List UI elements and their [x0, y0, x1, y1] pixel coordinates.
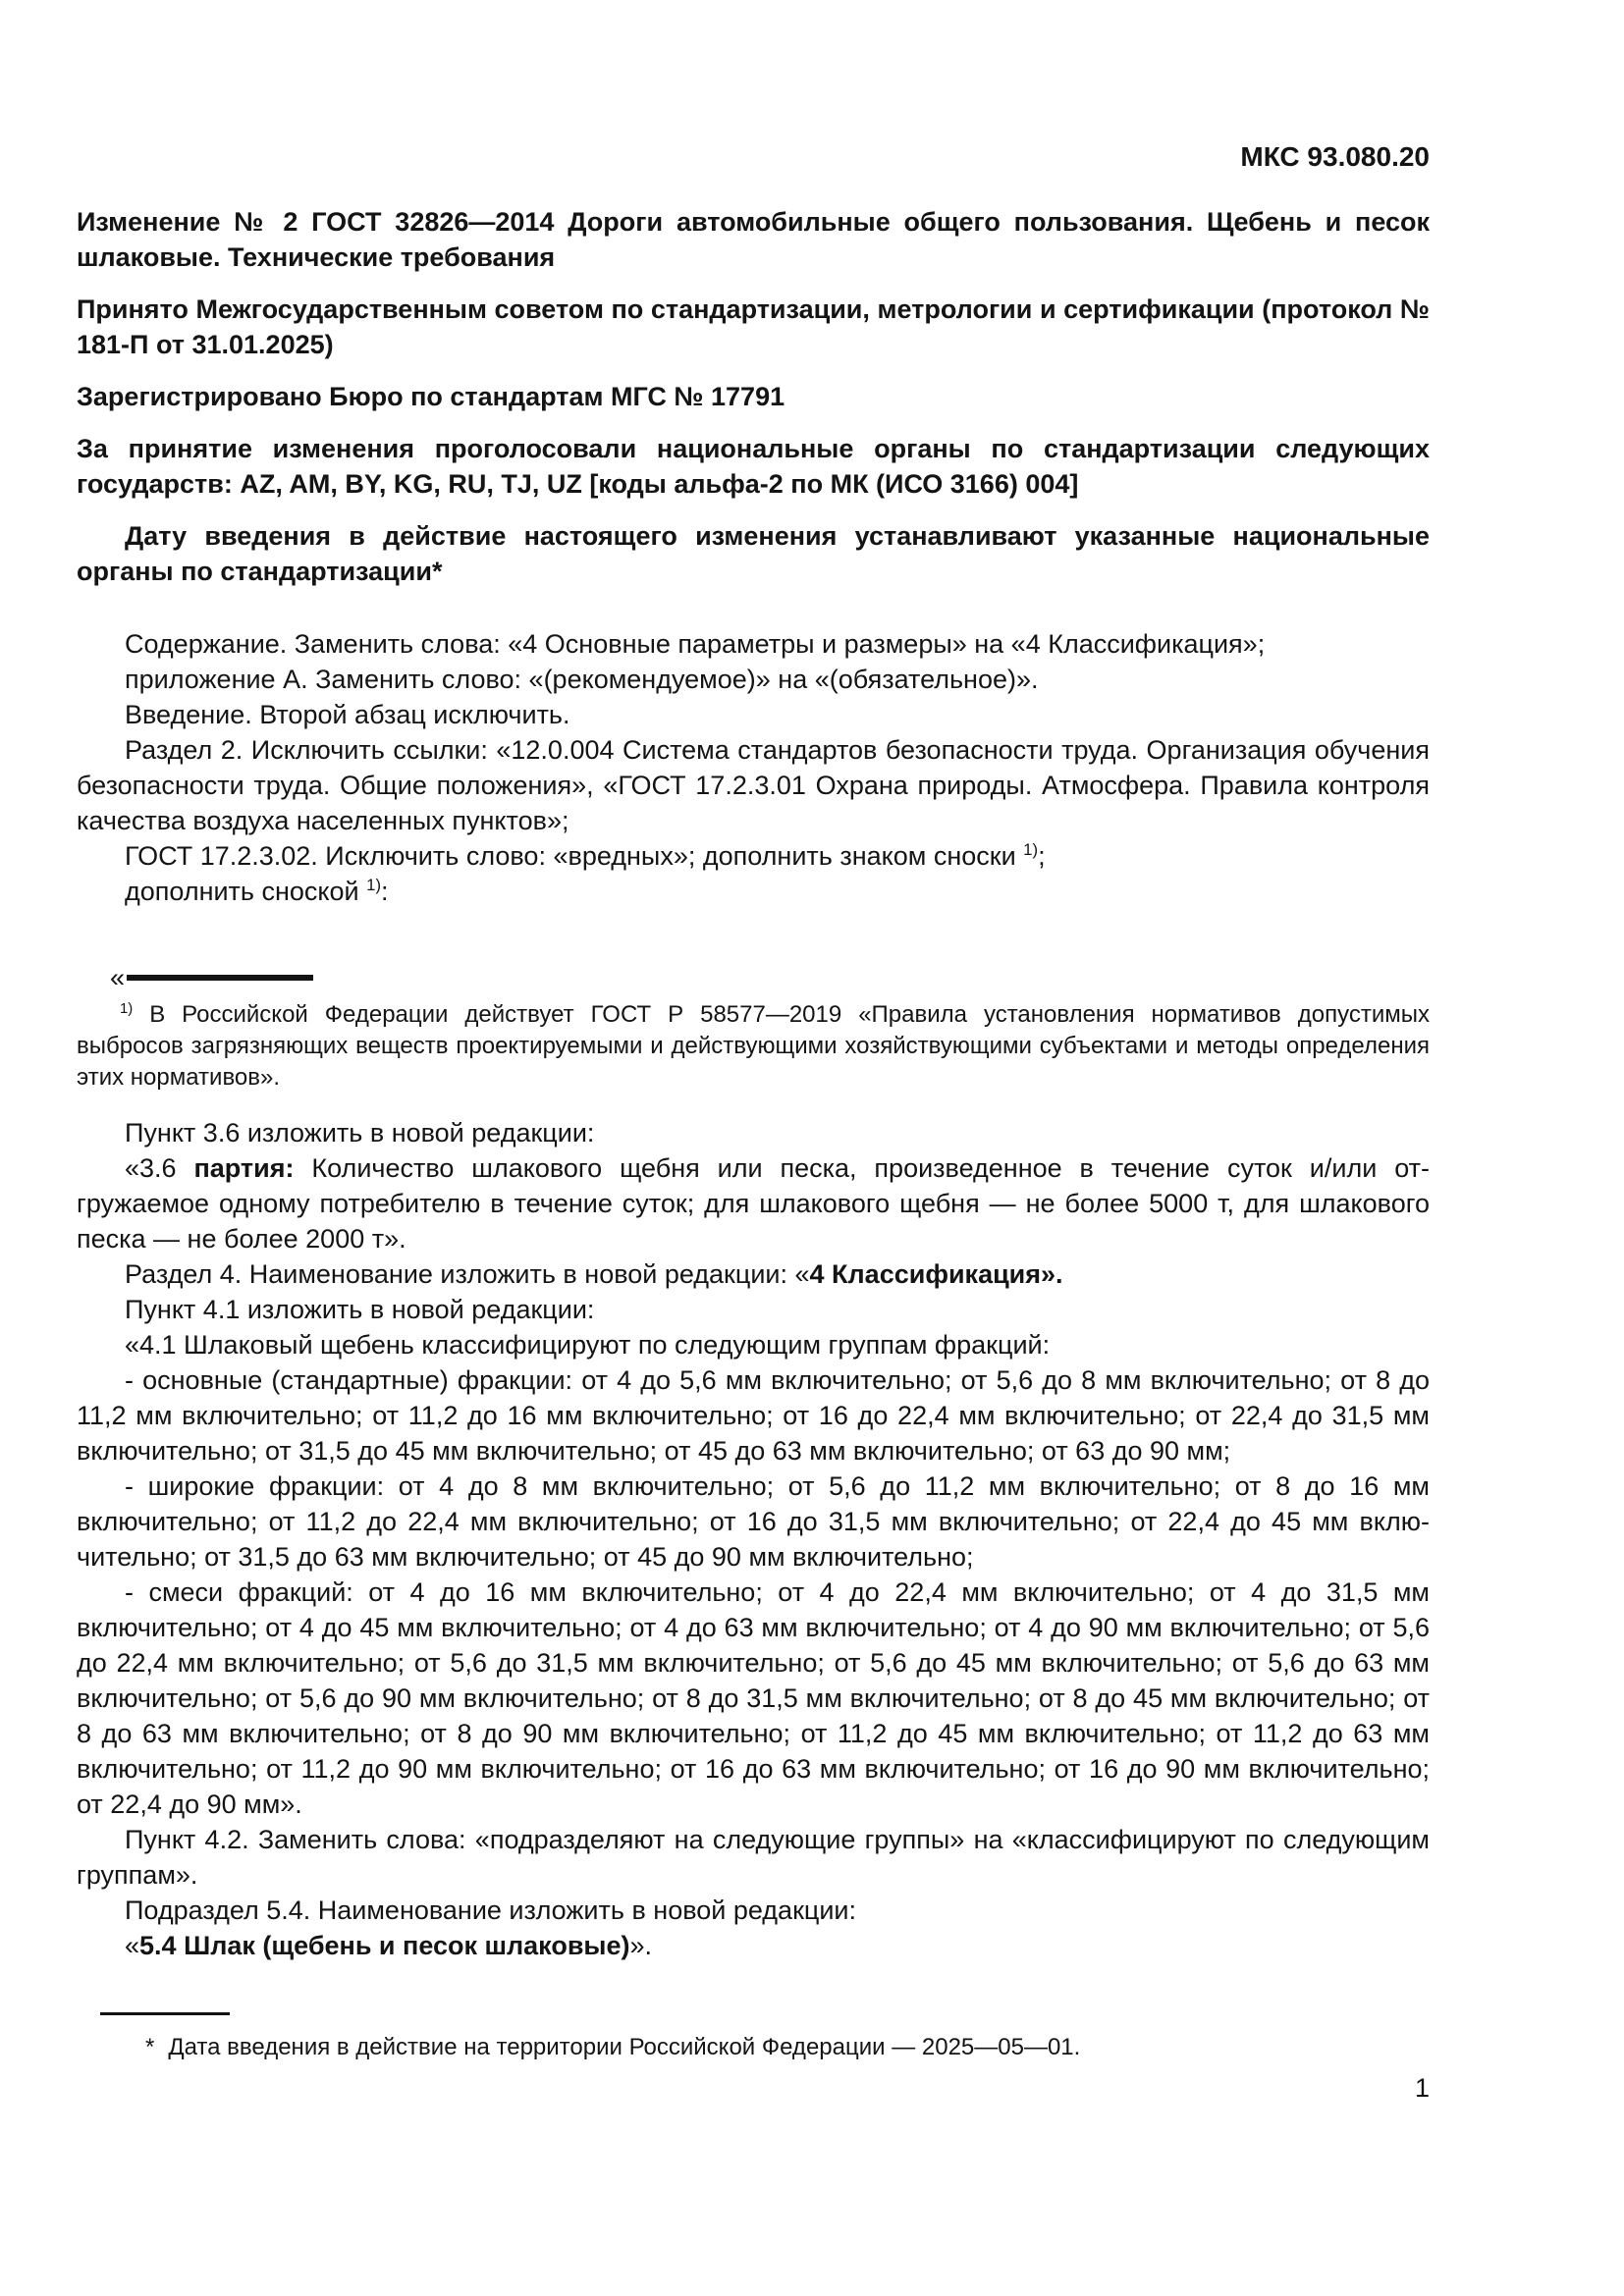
footnote-reference: 1) — [1023, 840, 1039, 859]
p36-intro: Пункт 3.6 изложить в новой редакции: — [125, 1118, 595, 1148]
page-content — [77, 139, 1430, 2106]
amendments-block-2 — [77, 1115, 1430, 1963]
fractions-mixes: - смеси фракций: от 4 до 16 мм включительно; от 4 до 22,4 мм включительно; от 4 до 31,5 мм включительно; от 4 до 45 мм включительно; от 4 до 63 мм включительно; от 4 до 90 мм включительно; от 5,6 до 22,4 мм включительно; от 5,6 до 31,5 мм включительно; от 5,6 до 45 мм включительно; от 5,6 до 63 мм включительно; от 5,6 до 90 мм включительно; от 8 до 31,5 мм включительно; от 8 до 45 мм включительно; от 8 до 63 мм включительно; от 8 до 90 мм включительно; от 11,2 до 45 мм включительно; от 11,2 до 63 мм включительно; от 11,2 до 90 мм включительно; от 16 до 63 мм включительно; от 16 до 90 мм включительно; от 22,4 до 90 мм». — [77, 1577, 1430, 1819]
fractions-basic: - основные (стандартные) фракции: от 4 до 5,6 мм включительно; от 5,6 до 8 мм включительно; от 8 до 11,2 мм включительно; от 11,2 до 16 мм включительно; от 16 до 22,4 мм включительно; от 22,4 до 31,5 мм включительно; от 31,5 до 45 мм включительно; от 45 до 63 мм включительно; от 63 до 90 мм; — [77, 1365, 1430, 1466]
footnote-1-separator — [77, 960, 1430, 995]
footnote-star-block — [77, 2012, 1430, 2062]
footnote-star-marker: * — [145, 2034, 155, 2060]
defined-term: партия: — [193, 1153, 295, 1183]
footnote-body: В Российской Федерации действует ГОСТ Р 58577—2019 «Правила установления нормативов допустимых выбросов загрязняющих веществ проектируемыми и действующими хозяйствующими субъектами и методы определения этих нормативов». — [77, 1001, 1430, 1091]
p36-definition — [77, 1150, 1430, 1256]
footnote-number: 1) — [120, 1001, 134, 1017]
footnote-star-text — [77, 2033, 1430, 2062]
open-quote-mark: « — [110, 963, 126, 992]
amendment-title: Изменение № 2 ГОСТ 32826—2014 Дороги автомобильные общего пользования. Щебень и песок шлаковые. Технические требования — [77, 207, 1430, 272]
new-subsection-title: 5.4 Шлак (щебень и песок шлаковые) — [139, 1931, 630, 1960]
amendment-text: : — [381, 877, 389, 906]
amendment-text: ГОСТ 17.2.3.02. Исключить слово: «вредных»; дополнить знаком сноски — [125, 841, 1024, 871]
p41-text: «4.1 Шлаковый щебень классифицируют по следующим группам фракций: — [125, 1330, 1051, 1360]
amendments-block-1 — [77, 626, 1430, 909]
footnote-rule — [127, 975, 313, 981]
footnote-star-body: Дата введения в действие на территории Российской Федерации — 2025—05—01. — [168, 2034, 1081, 2060]
adopted-paragraph: Принято Межгосударственным советом по стандартизации, метрологии и сертификации (протокол № 181-П от 31.01.2025) — [77, 294, 1430, 359]
footnote-star-rule — [100, 2012, 230, 2015]
p41-intro: Пункт 4.1 изложить в новой редакции: — [125, 1295, 595, 1324]
appendix-amendment: приложение А. Заменить слово: «(рекомендуемое)» на «(обязательное)». — [125, 665, 1039, 694]
fractions-wide: - широкие фракции: от 4 до 8 мм включительно; от 5,6 до 11,2 мм включительно; от 8 до 16 мм включительно; от 11,2 до 22,4 мм включительно; от 16 до 31,5 мм включительно; от 22,4 до 45 мм включительно; от 31,5 до 63 мм включительно; от 45 до 90 мм включительно; — [77, 1471, 1430, 1572]
definition-prefix: «3.6 — [125, 1153, 194, 1183]
amendment-text: Раздел 4. Наименование изложить в новой редакции: « — [125, 1259, 810, 1289]
add-footnote-amendment — [77, 874, 1430, 909]
sub54-intro: Подраздел 5.4. Наименование изложить в новой редакции: — [125, 1896, 857, 1925]
effective-date-note: Дату введения в действие настоящего изменения устанавливают указанные национальные органы по стандартизации* — [77, 521, 1430, 586]
close-quote-mark: ». — [629, 1931, 653, 1960]
section4-amendment — [77, 1256, 1430, 1292]
footnote-reference: 1) — [366, 876, 382, 894]
gost-17-2-3-02-amendment — [77, 838, 1430, 874]
footnote-1-text — [77, 999, 1430, 1094]
introduction-amendment: Введение. Второй абзац исключить. — [125, 700, 570, 729]
definition-text: Количество шлакового щебня или песка, произведенное в течение суток и/или отгружаемое одному потребителю в течение суток; для шлакового щебня — не более 5000 т, для шлакового песка — не более 2000 т». — [77, 1153, 1430, 1254]
amendment-text: ; — [1038, 841, 1046, 871]
open-quote-mark: « — [125, 1931, 140, 1960]
ics-code: МКС 93.080.20 — [1240, 141, 1430, 172]
voted-paragraph: За принятие изменения проголосовали национальные органы по стандартизации следующих государств: AZ, AM, BY, KG, RU, TJ, UZ [коды альфа-2 по МК (ИСО 3166) 004] — [77, 434, 1430, 499]
contents-amendment: Содержание. Заменить слова: «4 Основные параметры и размеры» на «4 Классификация»; — [125, 629, 1266, 659]
registered-paragraph: Зарегистрировано Бюро по стандартам МГС № 17791 — [77, 382, 785, 411]
footnote-1-block — [77, 960, 1430, 1094]
p42-amendment: Пункт 4.2. Заменить слова: «подразделяют на следующие группы» на «классифицируют по следующим группам». — [77, 1825, 1430, 1890]
new-section-title: 4 Классификация». — [809, 1259, 1063, 1289]
sub54-title — [77, 1928, 1430, 1963]
page-number: 1 — [1414, 2073, 1430, 2103]
section2-amendment: Раздел 2. Исключить ссылки: «12.0.004 Система стандартов безопасности труда. Организация обучения безопасности труда. Общие положения», «ГОСТ 17.2.3.01 Охрана природы. Атмосфера. Правила контроля качества воздуха населенных пунктов»; — [77, 735, 1430, 835]
amendment-text: дополнить сноской — [125, 877, 367, 906]
